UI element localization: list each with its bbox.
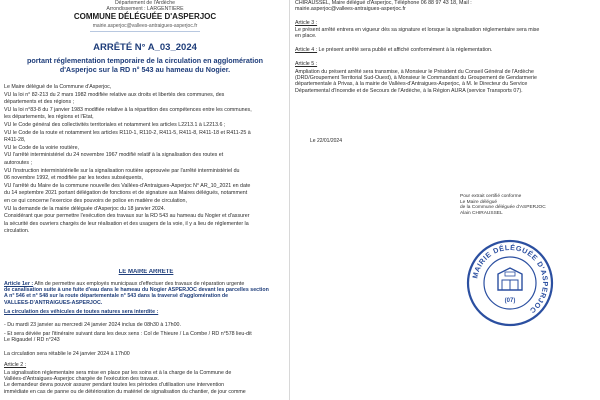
contact-line-1: CHIRAUSSEL, Maire délégué d'Asperjoc, Téléphone 06 88 97 43 18, Mail :: [295, 0, 472, 6]
considerant-line-2: VU la loi n° 82-213 du 2 mars 1982 modifiée relative aux droits et libertés des communes, des: [4, 91, 225, 98]
circulation-item-3: Le Rigaudel / RD n°243: [4, 337, 60, 344]
considerant-line-11: autoroutes ;: [4, 160, 32, 166]
considerant-line-10: VU l'arrêté interministériel du 24 novembre 1967 modifié relatif à la signalisation des routes et: [4, 152, 224, 159]
article2-line-1: La signalisation réglementaire sera mise en place par les soins et à la charge de la Commune de: [4, 370, 232, 376]
article5-line-2: (DRD/Groupement Territorial Sud-Ouest), à Monsieur le Commandant du Groupement de Gendarmerie: [295, 75, 537, 82]
considerant-line-14: VU l'arrêté du Maire de la commune nouvelle des Vallées-d'Antraigues-Asperjoc N° AR_10_2021 en date: [4, 182, 251, 189]
article3-line-2: en place.: [295, 33, 317, 40]
article1-text-1: Afin de permettre aux employés municipaux d'effectuer des travaux de réparation urgente: [33, 281, 245, 287]
considerant-line-6: VU le Code général des collectivités territoriales et notamment les articles L2213.1 à L2213.6 ;: [4, 122, 226, 128]
considerant-line-9: VU le Code de la voirie routière,: [4, 144, 80, 151]
signature-block: [460, 194, 590, 216]
circulation-heading: La circulation des véhicules de toutes natures sera interdite :: [4, 309, 159, 315]
reestablish-text: La circulation sera rétablie le 24 janvier 2024 à 17h00: [4, 351, 130, 357]
signature-line-4: Alain CHIRAUSSEL: [460, 210, 503, 216]
article1-label: Article 1er :: [4, 281, 34, 287]
article1-line-2: de canalisation suite à une fuite d'eau dans le hameau du Nogier ASPERJOC devant les parcelles section: [4, 287, 269, 294]
article4-line: [295, 47, 595, 53]
page-left: [0, 0, 290, 400]
arrete-heading: LE MAIRE ARRÊTE: [118, 269, 174, 275]
stamp-emblem: [498, 268, 522, 290]
signature-line-1: Pour extrait certifié conforme: [460, 194, 522, 199]
article1-line-3: A n° 546 et n° 548 sur la route départementale n° 543 dans la traversé d'agglomération de: [4, 293, 229, 300]
considerant-line-15: du 14 septembre 2021 portant délégation de fonctions et de signature aux Maires délégués, notamment: [4, 190, 248, 197]
article2-label: [4, 362, 288, 368]
considerant-line-8: R411-28,: [4, 137, 26, 144]
header-email: mairie.asperjoc@vallees-antraigues-asperjoc.fr: [92, 23, 198, 29]
page-right: [290, 0, 600, 400]
considerant-line-5: les départements, les régions et l'État,: [4, 114, 94, 121]
stamp-code: (07): [504, 298, 516, 304]
article4-label: Article 4 :: [295, 47, 318, 53]
header-commune: COMMUNE DÉLÉGUÉE D'ASPERJOC: [73, 12, 217, 21]
article1-line-4: VALLÉES-D'ANTRAIGUES-ASPERJOC.: [4, 299, 103, 306]
decree-subtitle-1: portant réglementation temporaire de la circulation en agglomération: [26, 56, 264, 65]
header-arrondissement: Arrondissement : LARGENTIERE: [106, 6, 184, 12]
contact-line-2: mairie.asperjoc@vallees-antraigues-asperjoc.fr: [295, 6, 406, 13]
article2-line-2: Vallées-d'Antraigues-Asperjoc chargée de l'exécution des travaux.: [4, 376, 160, 383]
article2-line-3: Le demandeur devra pouvoir assurer pendant toutes les périodes d'utilisation une intervention: [4, 382, 225, 389]
stamp-ring-text: MAIRIE DÉLÉGUÉE D'ASPERJOC: [470, 242, 551, 316]
article5-line-1: Ampliation du présent arrêté sera transmise, à Monsieur le Président du Conseil Général de l'Ardèche: [295, 69, 534, 75]
decree-date: Le 22/01/2024: [310, 138, 342, 144]
signature-line-2: Le Maire délégué: [460, 199, 498, 205]
considerant-line-4: VU la loi n°83-8 du 7 janvier 1983 modifiée relative à la répartition des compétences entre les communes,: [4, 106, 252, 113]
article3-label: Article 3 :: [295, 20, 318, 26]
considerant-line-17: VU la demande de la mairie déléguée d'Asperjoc du 18 janvier 2024.: [4, 205, 166, 212]
considerant-line-3: départements et des régions ;: [4, 99, 75, 106]
signature-line-3: de la Commune déléguée d'ASPERJOC: [460, 205, 546, 211]
circulation-item-2: - Et sera déviée par l'itinéraire suivant dans les deux sens : Col de Thieure / La Combe / RD n°578 lieu-dit: [4, 331, 252, 337]
article5-line-4: Départemental d'Incendie et de Secours de l'Ardèche, à la Région AURA (service Transports 07).: [295, 87, 523, 94]
decree-title: ARRÊTÉ N° A_03_2024: [93, 42, 197, 53]
considerant-line-18: Considérant que pour permettre l'exécution des travaux sur la RD 543 au hameau du Nogier et d'assurer: [4, 213, 250, 220]
header-department: Département de l'Ardèche: [114, 0, 176, 6]
considerant-line-12: VU l'instruction interministérielle sur la signalisation routière approuvée par l'arrêté interministériel du: [4, 167, 240, 174]
considerant-line-20: circulation.: [4, 228, 30, 235]
article4-text: Le présent arrêté sera publié et affiché conformément à la réglementation.: [317, 47, 493, 53]
article2-label-text: Article 2 :: [4, 362, 27, 368]
mairie-stamp: [465, 238, 555, 328]
circulation-item-1: - Du mardi 23 janvier au mercredi 24 janvier 2024 inclus de 08h30 à 17h00.: [4, 322, 181, 328]
considerant-line-16: en ce qui concerne l'exercice des pouvoirs de police en matière de circulation,: [4, 198, 187, 204]
header-rule: [90, 31, 200, 32]
article5-label: Article 5 :: [295, 61, 318, 67]
considerant-line-1: Le Maire délégué de la Commune d'Asperjoc,: [4, 84, 112, 90]
article5-line-3: départementale à Privas, à la mairie de Vallées-d'Antraigues-Asperjoc, à M. le Directeur du Service: [295, 81, 528, 88]
article2-line-4: immédiate en cas de panne ou de détérioration du matériel de signalisation du chantier, de jour comme: [4, 388, 246, 395]
considerant-line-7: VU le Code de la route et notamment les articles R110-1, R110-2, R411-5, R411-8, R411-18 et R411-25 à: [4, 129, 251, 136]
article3-line-1: Le présent arrêté entrera en vigueur dès sa signature et lorsque la signalisation réglementaire sera mise: [295, 27, 540, 33]
decree-subtitle-2: d'Asperjoc sur la RD n° 543 au hameau du Nogier.: [59, 65, 231, 74]
considerant-line-19: la sécurité des ouvriers chargés de leur réalisation et des usagers de la voie, il y a lieu de réglementer la: [4, 220, 249, 227]
considerant-line-13: 06 novembre 1992, et modifiée par les textes subséquents,: [4, 175, 143, 182]
